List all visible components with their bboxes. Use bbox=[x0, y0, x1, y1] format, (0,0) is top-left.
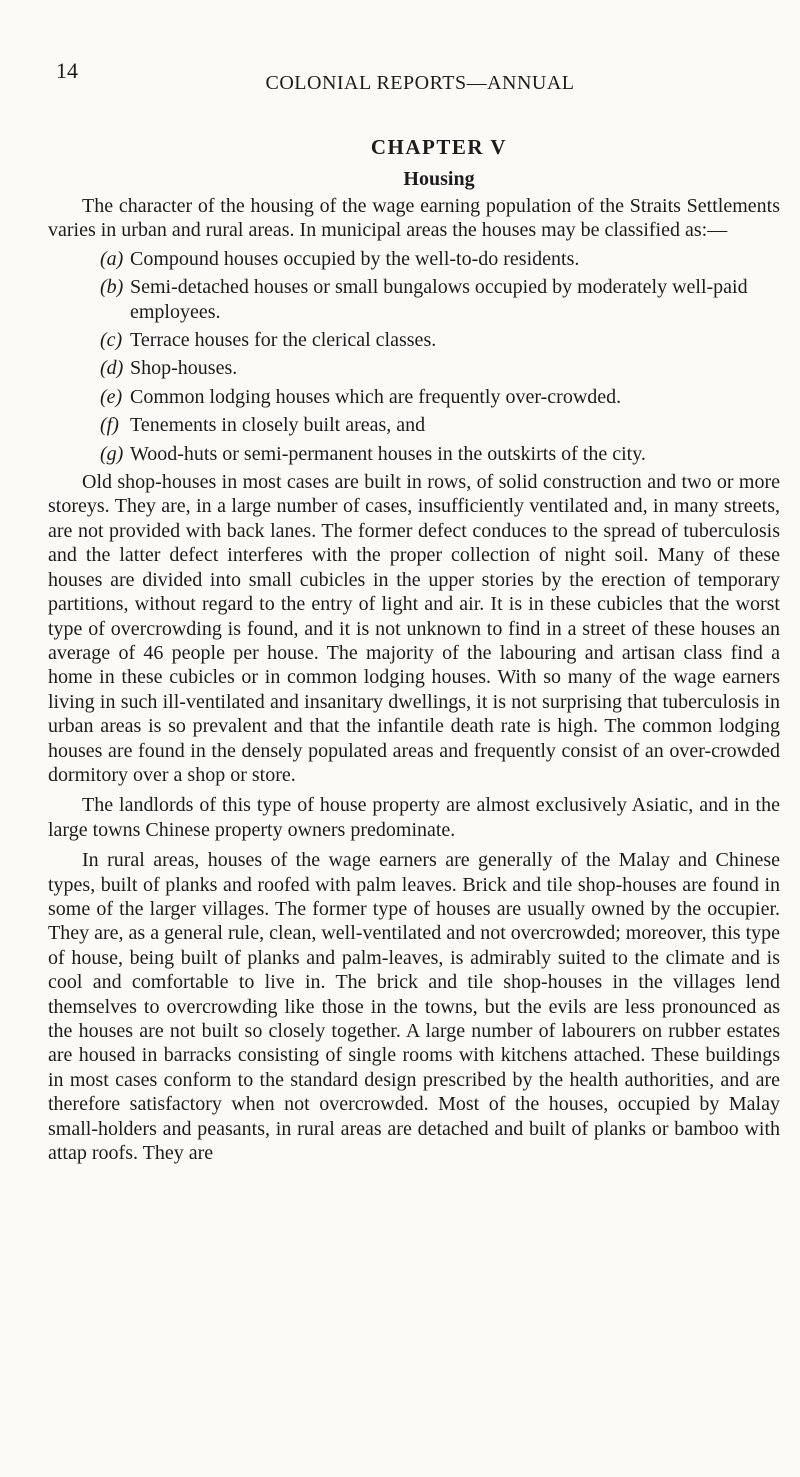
paragraph-shop-houses: Old shop-houses in most cases are built in rows, of solid construction and two or more storeys. They are, in a large number of cases, insufficiently ventilated and, in many streets, are not provided with back lanes. The former defect conduces to the spread of tuberculosis and the latter defect interferes with the proper collection of night soil. Many of these houses are divided into small cubicles in the upper stories by the erection of temporary partitions, without regard to the entry of light and air. It is in these cubicles that the worst type of overcrowding is found, and it is not unknown to find in a street of these houses an average of 46 people per house. The majority of the labouring and artisan class find a home in these cubicles or in common lodging houses. With so many of the wage earners living in such ill-ventilated and insanitary dwellings, it is not surprising that tuberculosis in urban areas is so prevalent and that the infantile death rate is high. The common lodging houses are found in the densely populated areas and frequently consist of an over-crowded dormitory over a shop or store. bbox=[48, 471, 780, 786]
list-item-label: (b) bbox=[100, 276, 124, 299]
list-item bbox=[48, 413, 780, 437]
list-item-text: Terrace houses for the clerical classes. bbox=[130, 329, 437, 352]
list-item-text: Shop-houses. bbox=[130, 357, 238, 380]
housing-classes-list bbox=[48, 247, 780, 466]
intro-paragraph: The character of the housing of the wage earning population of the Straits Settlements varies in urban and rural areas. In municipal areas the houses may be classified as:— bbox=[48, 195, 780, 242]
page-body bbox=[48, 132, 780, 1165]
list-item-label: (d) bbox=[100, 357, 124, 380]
list-item bbox=[48, 385, 780, 409]
list-item-text: Semi-detached houses or small bungalows occupied by moderately well-paid employees. bbox=[130, 276, 748, 323]
list-item-text: Common lodging houses which are frequently over-crowded. bbox=[130, 385, 622, 408]
paragraph-landlords: The landlords of this type of house property are almost exclusively Asiatic, and in the large towns Chinese property owners predominate. bbox=[48, 794, 780, 841]
paragraph-rural-areas: In rural areas, houses of the wage earners are generally of the Malay and Chinese types, built of planks and roofed with palm leaves. Brick and tile shop-houses are found in some of the larger villages. The former type of houses are usually owned by the occupier. They are, as a general rule, clean, well-ventilated and not overcrowded; moreover, this type of house, being built of planks and palm-leaves, is admirably suited to the climate and is cool and comfortable to live in. The brick and tile shop-houses in the villages lend themselves to overcrowding like those in the towns, but the evils are less pronounced as the houses are not built so closely together. A large number of labourers on rubber estates are housed in barracks consisting of single rooms with kitchens attached. These buildings in most cases conform to the standard design prescribed by the health authorities, and are therefore satisfactory when not overcrowded. Most of the houses, occupied by Malay small-holders and peasants, in rural areas are detached and built of planks or bamboo with attap roofs. They are bbox=[48, 849, 780, 1165]
list-item-label: (a) bbox=[100, 247, 124, 270]
list-item-label: (f) bbox=[100, 414, 119, 437]
running-title: COLONIAL REPORTS—ANNUAL bbox=[265, 72, 575, 94]
list-item bbox=[48, 356, 780, 380]
list-item-text: Tenements in closely built areas, and bbox=[130, 414, 426, 437]
list-item-text: Wood-huts or semi-permanent houses in the outskirts of the city. bbox=[130, 442, 646, 465]
page-number: 14 bbox=[56, 58, 78, 83]
list-item-text: Compound houses occupied by the well-to-do residents. bbox=[130, 247, 580, 270]
list-item bbox=[48, 247, 780, 271]
list-item bbox=[48, 328, 780, 352]
list-item-label: (e) bbox=[100, 385, 123, 408]
section-title: Housing bbox=[403, 168, 475, 190]
chapter-title: CHAPTER V bbox=[370, 135, 508, 159]
list-item-label: (c) bbox=[100, 329, 123, 352]
list-item bbox=[48, 442, 780, 466]
list-item bbox=[48, 275, 780, 324]
list-item-label: (g) bbox=[100, 442, 124, 465]
